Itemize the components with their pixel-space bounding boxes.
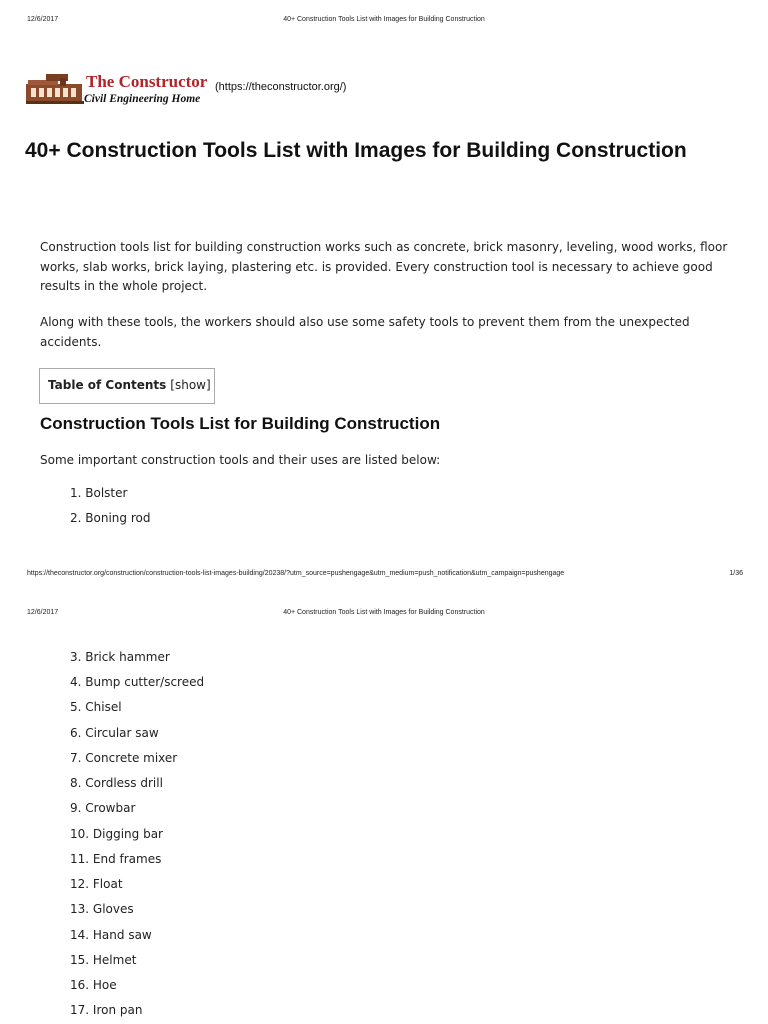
list-item: 4. Bump cutter/screed <box>70 675 205 689</box>
section-intro: Some important construction tools and their uses are listed below: <box>40 453 441 467</box>
logo-url[interactable]: (https://theconstructor.org/) <box>215 81 347 93</box>
print-url: https://theconstructor.org/construction/construction-tools-list-images-building/20238/?utm_source=pushengage&utm_medium=push_notification&utm_campaign=pushengage <box>27 570 565 577</box>
colosseum-icon <box>26 74 84 104</box>
list-item: 13. Gloves <box>70 902 134 916</box>
list-item: 2. Boning rod <box>70 511 151 525</box>
print-header <box>0 16 768 28</box>
print-title: 40+ Construction Tools List with Images for Building Construction <box>283 609 485 616</box>
print-header-page-2 <box>0 609 768 621</box>
list-item: 3. Brick hammer <box>70 650 170 664</box>
list-item: 1. Bolster <box>70 486 128 500</box>
list-item: 7. Concrete mixer <box>70 751 178 765</box>
intro-paragraph: Construction tools list for building construction works such as concrete, brick masonry, leveling, wood works, floor works, slab works, brick laying, plastering etc. is provided. Every construction tool is necessary to achieve good results in the whole project. <box>40 240 728 294</box>
toc-title: Table of Contents <box>48 378 167 392</box>
page-title: 40+ Construction Tools List with Images for Building Construction <box>25 139 687 162</box>
list-item: 16. Hoe <box>70 978 117 992</box>
list-item: 10. Digging bar <box>70 827 163 841</box>
logo-tagline: Civil Engineering Home <box>84 93 201 105</box>
list-item: 12. Float <box>70 877 123 891</box>
print-title: 40+ Construction Tools List with Images for Building Construction <box>283 16 485 23</box>
safety-paragraph: Along with these tools, the workers should also use some safety tools to prevent them from the unexpected accidents. <box>40 315 690 349</box>
list-item: 8. Cordless drill <box>70 776 163 790</box>
print-footer <box>0 570 768 582</box>
toc-show-toggle[interactable]: [show] <box>170 378 211 392</box>
list-item: 6. Circular saw <box>70 726 159 740</box>
table-of-contents <box>39 368 215 404</box>
list-item: 9. Crowbar <box>70 801 136 815</box>
print-date: 12/6/2017 <box>27 16 59 23</box>
list-item: 5. Chisel <box>70 700 122 714</box>
print-date: 12/6/2017 <box>27 609 59 616</box>
list-item: 11. End frames <box>70 852 162 866</box>
section-heading: Construction Tools List for Building Construction <box>40 414 441 433</box>
logo-brand: The Constructor <box>86 72 208 91</box>
list-item: 17. Iron pan <box>70 1003 143 1017</box>
site-logo[interactable] <box>26 70 216 108</box>
list-item: 15. Helmet <box>70 953 137 967</box>
page-number: 1/36 <box>729 570 743 577</box>
list-item: 14. Hand saw <box>70 928 152 942</box>
